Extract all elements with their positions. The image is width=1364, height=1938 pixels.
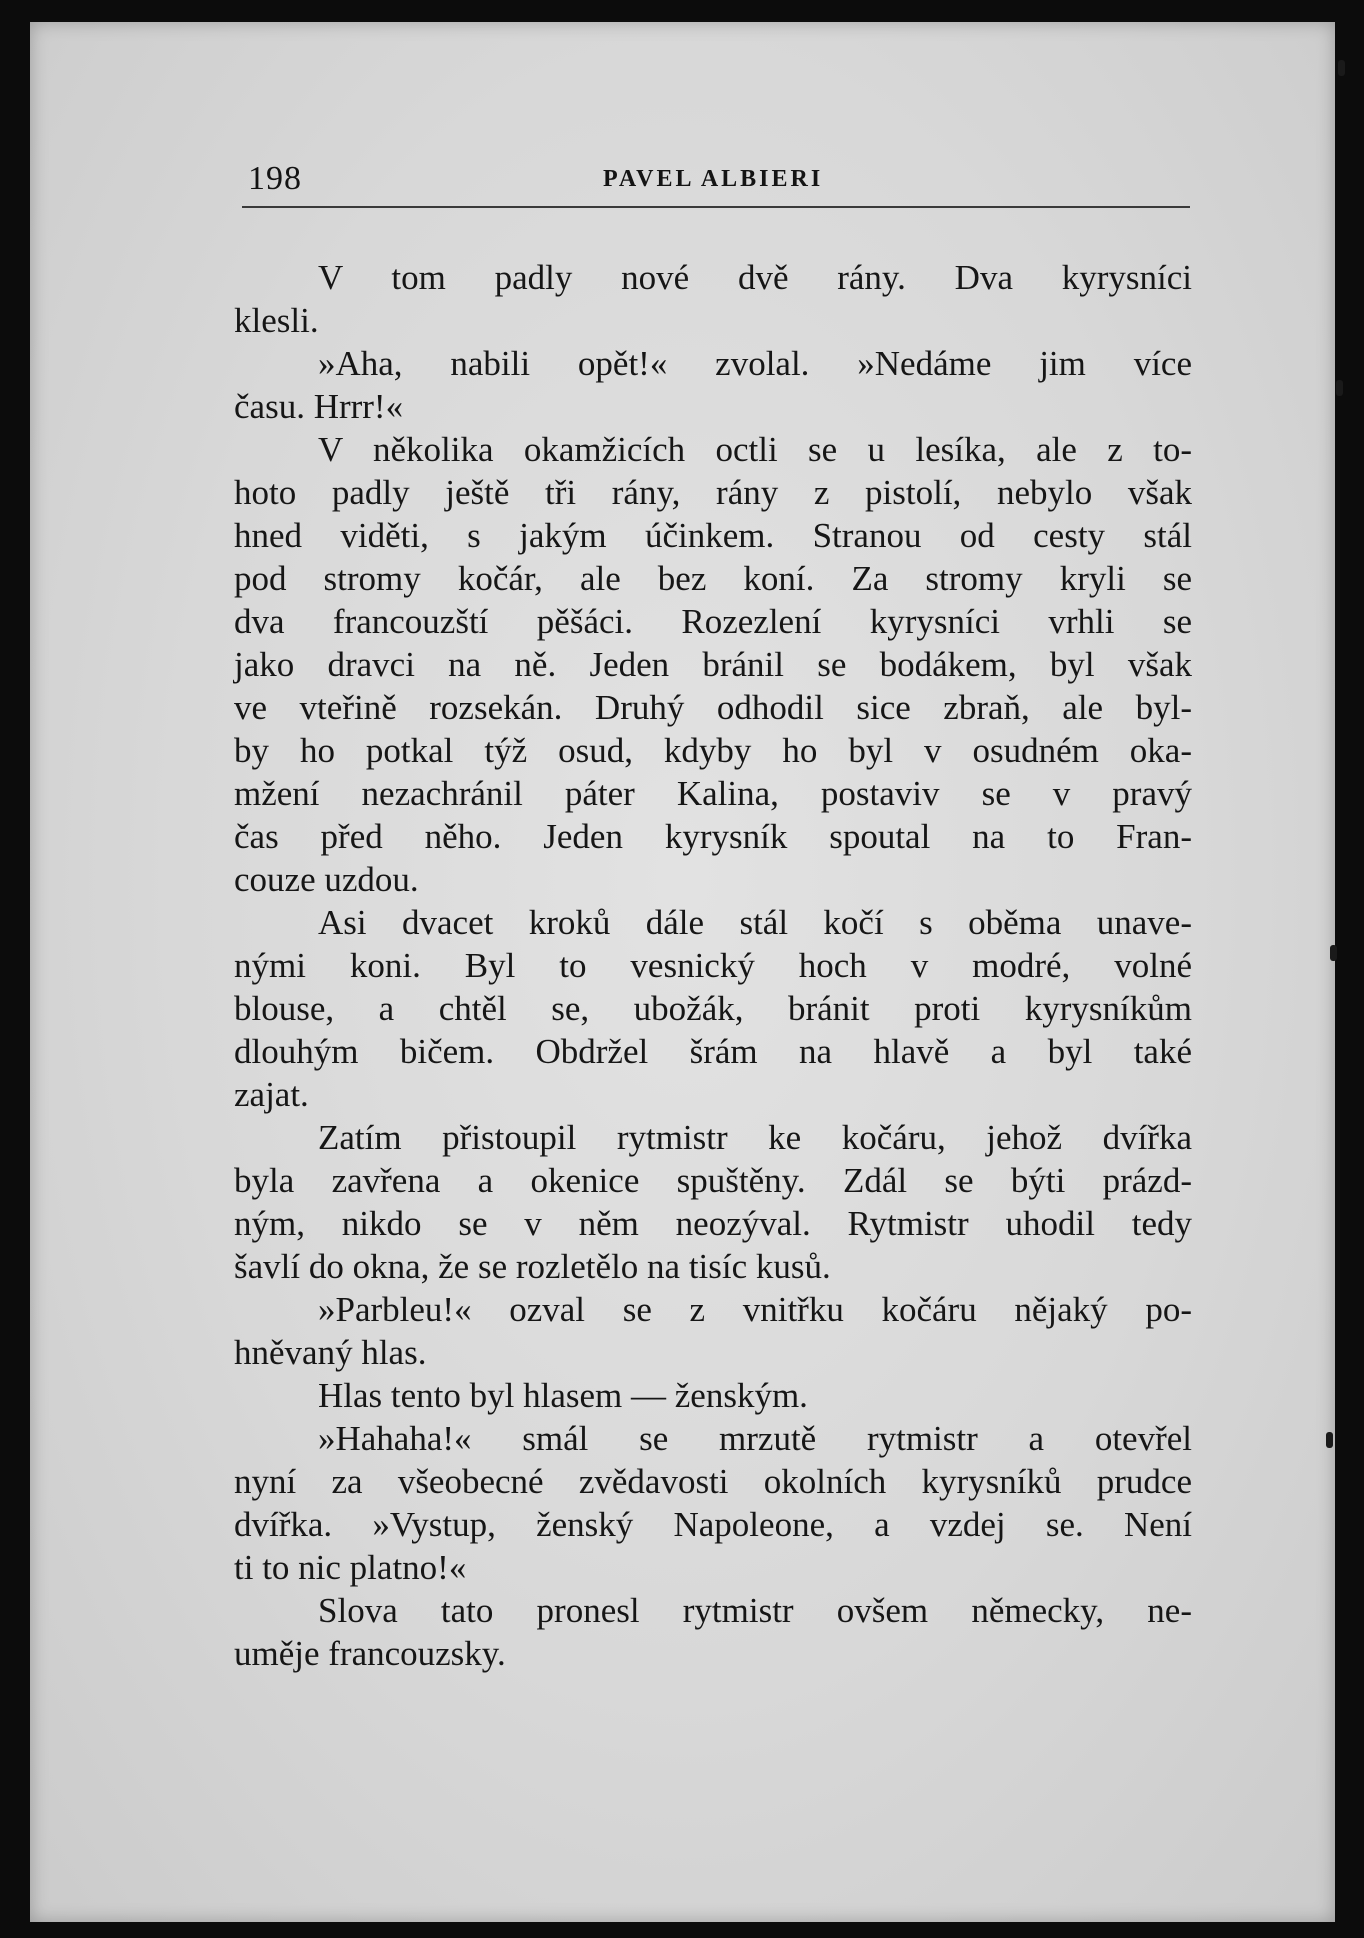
- page-number: 198: [248, 160, 302, 197]
- text-line: šavlí do okna, že se rozletělo na tisíc kusů.: [234, 1247, 831, 1286]
- header-rule: [242, 206, 1190, 208]
- text-line: hned viděti, s jakým účinkem. Stranou od cesty stál: [234, 516, 1192, 555]
- text-line: dlouhým bičem. Obdržel šrám na hlavě a byl také: [234, 1032, 1192, 1071]
- text-line: blouse, a chtěl se, ubožák, bránit proti kyrysníkům: [234, 989, 1192, 1028]
- text-line: klesli.: [234, 301, 319, 340]
- text-line: hoto padly ještě tři rány, rány z pistolí, nebylo však: [234, 473, 1192, 512]
- text-line: čas před něho. Jeden kyrysník spoutal na to Fran-: [234, 817, 1192, 856]
- text-line: nými koni. Byl to vesnický hoch v modré, volné: [234, 946, 1192, 985]
- text-line: dvířka. »Vystup, ženský Napoleone, a vzdej se. Není: [234, 1505, 1192, 1544]
- text-line: Slova tato pronesl rytmistr ovšem německy, ne-: [318, 1591, 1192, 1630]
- text-line: V tom padly nové dvě rány. Dva kyrysníci: [318, 258, 1192, 297]
- text-line: »Hahaha!« smál se mrzutě rytmistr a otevřel: [318, 1419, 1192, 1458]
- text-line: jako dravci na ně. Jeden bránil se bodákem, byl však: [234, 645, 1192, 684]
- running-head: PAVEL ALBIERI: [603, 166, 824, 192]
- scan-edge-mark: [1326, 1432, 1333, 1448]
- text-line: uměje francouzsky.: [234, 1634, 506, 1673]
- text-line: Hlas tento byl hlasem — ženským.: [318, 1376, 808, 1415]
- text-line: pod stromy kočár, ale bez koní. Za stromy kryli se: [234, 559, 1192, 598]
- text-line: dva francouzští pěšáci. Rozezlení kyrysníci vrhli se: [234, 602, 1192, 641]
- scan-edge-mark: [1338, 60, 1345, 76]
- text-line: ným, nikdo se v něm neozýval. Rytmistr uhodil tedy: [234, 1204, 1192, 1243]
- body-text: [234, 256, 1192, 1675]
- text-line: »Parbleu!« ozval se z vnitřku kočáru nějaký po-: [318, 1290, 1192, 1329]
- text-line: V několika okamžicích octli se u lesíka, ale z to-: [318, 430, 1192, 469]
- text-line: hněvaný hlas.: [234, 1333, 427, 1372]
- text-line: mžení nezachránil páter Kalina, postaviv se v pravý: [234, 774, 1192, 813]
- text-line: ve vteřině rozsekán. Druhý odhodil sice zbraň, ale byl-: [234, 688, 1192, 727]
- text-line: by ho potkal týž osud, kdyby ho byl v osudném oka-: [234, 731, 1192, 770]
- text-line: času. Hrrr!«: [234, 387, 404, 426]
- text-line: Asi dvacet kroků dále stál kočí s oběma unave-: [318, 903, 1192, 942]
- text-line: zajat.: [234, 1075, 309, 1114]
- page-header: [248, 160, 1190, 206]
- text-line: nyní za všeobecné zvědavosti okolních kyrysníků prudce: [234, 1462, 1192, 1501]
- text-line: byla zavřena a okenice spuštěny. Zdál se býti prázd-: [234, 1161, 1192, 1200]
- text-line: couze uzdou.: [234, 860, 419, 899]
- text-line: ti to nic platno!«: [234, 1548, 467, 1587]
- text-line: »Aha, nabili opět!« zvolal. »Nedáme jim více: [318, 344, 1192, 383]
- scan-edge-mark: [1330, 945, 1337, 961]
- scan-edge-mark: [1336, 380, 1343, 396]
- text-line: Zatím přistoupil rytmistr ke kočáru, jehož dvířka: [318, 1118, 1192, 1157]
